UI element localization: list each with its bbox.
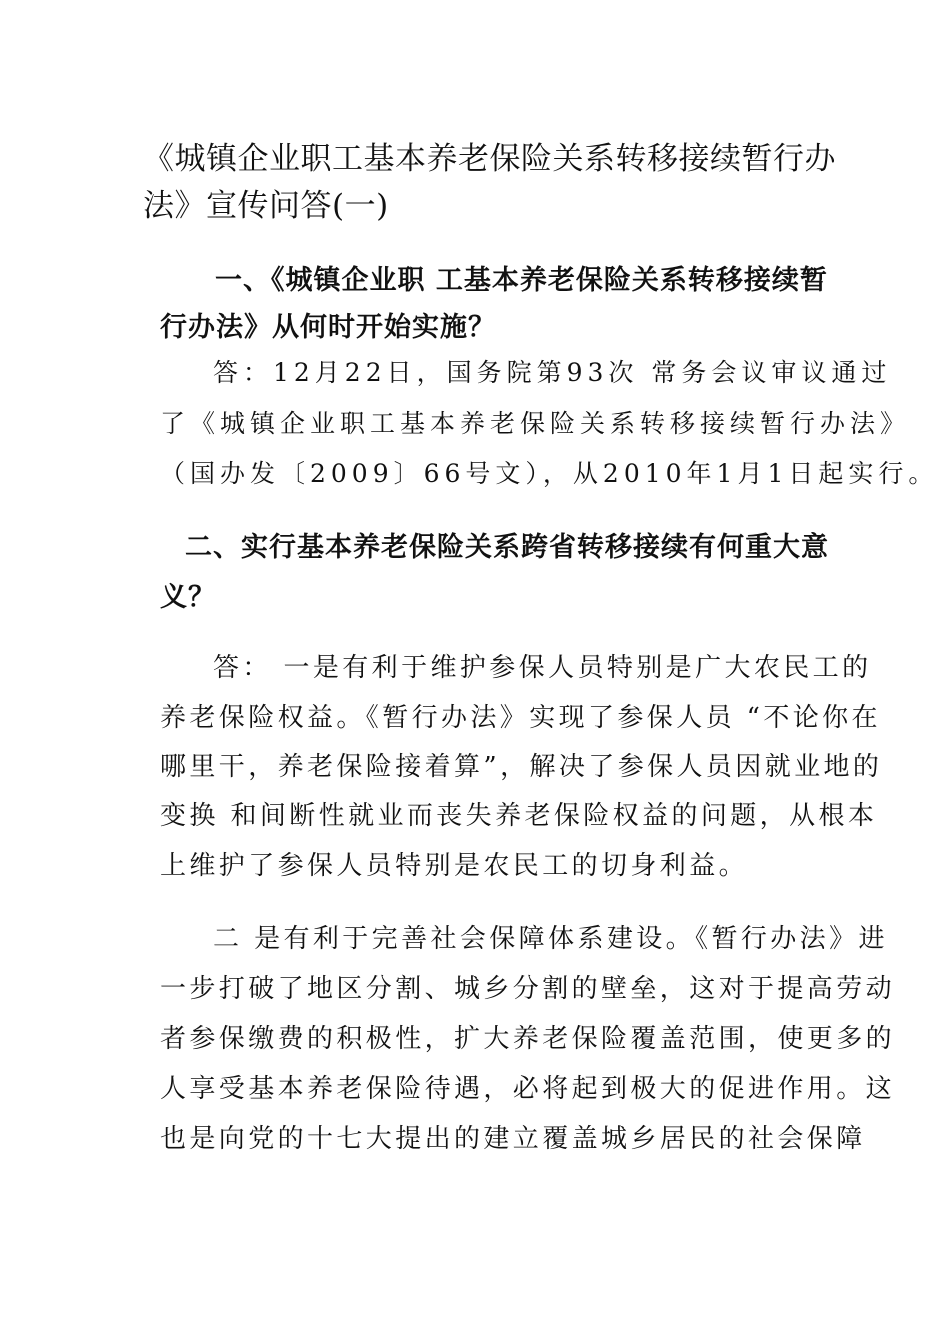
answer-2-p1-line-3: 哪里干，养老保险接着算”，解决了参保人员因就业地的	[160, 752, 883, 782]
answer-2-p2-line-1: 二 是有利于完善社会保障体系建设。《暂行办法》进	[213, 924, 888, 954]
answer-2-p1-line-1: 答： 一是有利于维护参保人员特别是广大农民工的	[213, 653, 872, 683]
question-2-line-1: 二、实行基本养老保险关系跨省转移接续有何重大意	[185, 532, 829, 563]
answer-2-p2-line-3: 者参保缴费的积极性，扩大养老保险覆盖范围，使更多的	[160, 1024, 896, 1054]
question-1-line-1: 一、《城镇企业职 工基本养老保险关系转移接续暂	[215, 265, 828, 296]
question-1-line-2: 行办法》从何时开始实施？	[160, 312, 496, 343]
answer-2-p2-line-5: 也是向党的十七大提出的建立覆盖城乡居民的社会保障	[160, 1124, 866, 1154]
answer-2-p2-line-4: 人享受基本养老保险待遇，必将起到极大的促进作用。这	[160, 1074, 896, 1104]
answer-2-p1-line-5: 上维护了参保人员特别是农民工的切身利益。	[160, 851, 749, 881]
question-2-line-2: 义？	[160, 582, 216, 613]
answer-1-line-2: 了《城镇企业职工基本养老保险关系转移接续暂行办法》	[160, 409, 911, 438]
answer-1-line-3: （国办发〔2009〕66号文），从2010年1月1日起实行。	[160, 459, 939, 488]
title-line-1: 《城镇企业职工基本养老保险关系转移接续暂行办	[143, 141, 836, 177]
answer-1-line-1: 答：12月22日，国务院第93次 常务会议审议通过	[213, 358, 892, 387]
answer-2-p1-line-2: 养老保险权益。《暂行办法》实现了参保人员 “不论你在	[160, 703, 881, 733]
answer-2-p1-line-4: 变换 和间断性就业而丧失养老保险权益的问题，从根本	[160, 801, 878, 831]
title-line-2: 法》宣传问答(一)	[143, 188, 389, 224]
answer-2-p2-line-2: 一步打破了地区分割、城乡分割的壁垒，这对于提高劳动	[160, 974, 896, 1004]
